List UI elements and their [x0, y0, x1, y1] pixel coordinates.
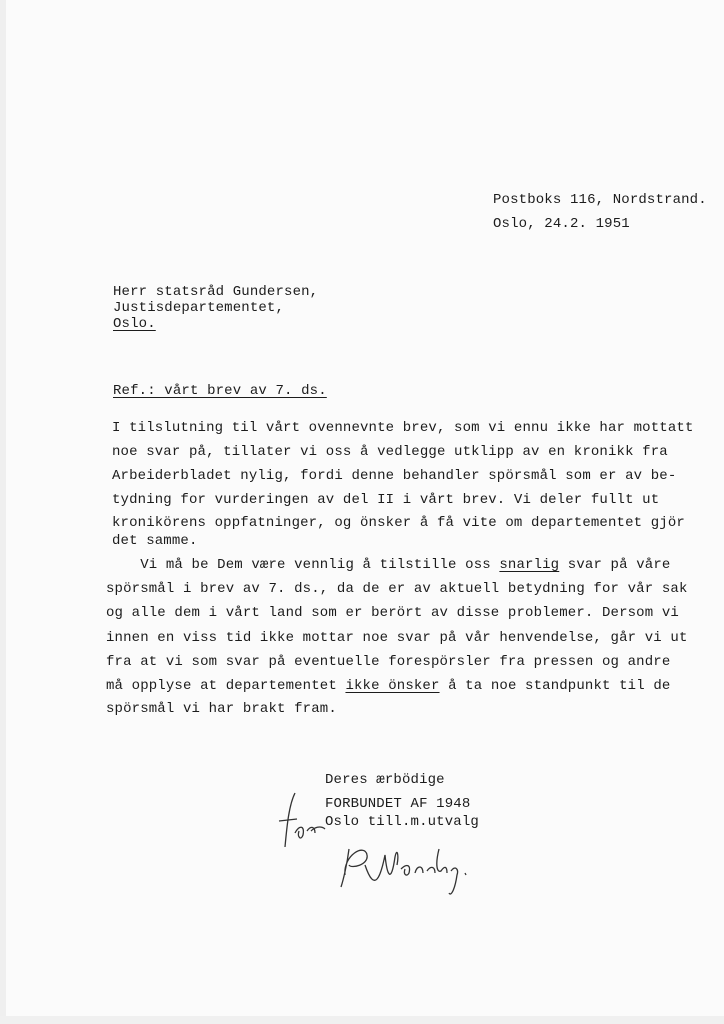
letter-date: Oslo, 24.2. 1951	[493, 216, 630, 232]
text-segment: svar på våre	[559, 557, 671, 573]
reference-line: Ref.: vårt brev av 7. ds.	[113, 383, 327, 399]
emphasized-word: snarlig	[499, 557, 560, 573]
text-segment: må opplyse at departementet	[106, 678, 346, 694]
signature	[335, 835, 495, 905]
body-line: innen en viss tid ikke mottar noe svar på vår henvendelse, går vi ut	[106, 630, 688, 646]
recipient-city: Oslo.	[113, 316, 156, 332]
closing-salutation: Deres ærbödige	[325, 772, 445, 788]
organization-name: FORBUNDET AF 1948	[325, 796, 471, 812]
page-bottom-edge	[0, 1016, 724, 1024]
body-line: kronikörens oppfatninger, og önsker å få vite om departementet gjör	[112, 515, 685, 531]
recipient-name: Herr statsråd Gundersen,	[113, 284, 319, 300]
body-line: noe svar på, tillater vi oss å vedlegge utklipp av en kronikk fra	[112, 444, 668, 460]
body-line: det samme.	[112, 533, 198, 549]
body-line: spörsmål i brev av 7. ds., da de er av aktuell betydning for vår sak	[106, 581, 688, 597]
page-edge-shadow	[0, 0, 6, 1024]
organization-committee: Oslo till.m.utvalg	[325, 814, 479, 830]
body-line	[106, 556, 670, 574]
sender-address: Postboks 116, Nordstrand.	[493, 192, 707, 208]
handwritten-for	[275, 785, 335, 855]
text-segment: å ta noe standpunkt til de	[439, 678, 671, 694]
recipient-department: Justisdepartementet,	[113, 300, 285, 316]
body-line: fra at vi som svar på eventuelle forespörsler fra pressen og andre	[106, 654, 671, 670]
text-segment: Vi må be Dem være vennlig å tilstille oss	[106, 557, 500, 573]
emphasized-word: ikke önsker	[345, 678, 440, 694]
body-line: og alle dem i vårt land som er berört av disse problemer. Dersom vi	[106, 605, 679, 621]
body-line: spörsmål vi har brakt fram.	[106, 701, 337, 717]
body-line: Arbeiderbladet nylig, fordi denne behandler spörsmål som er av be-	[112, 468, 677, 484]
body-line: I tilslutning til vårt ovennevnte brev, som vi ennu ikke har mottatt	[112, 420, 694, 436]
body-line: tydning for vurderingen av del II i vårt brev. Vi deler fullt ut	[112, 492, 660, 508]
body-line	[106, 677, 670, 695]
